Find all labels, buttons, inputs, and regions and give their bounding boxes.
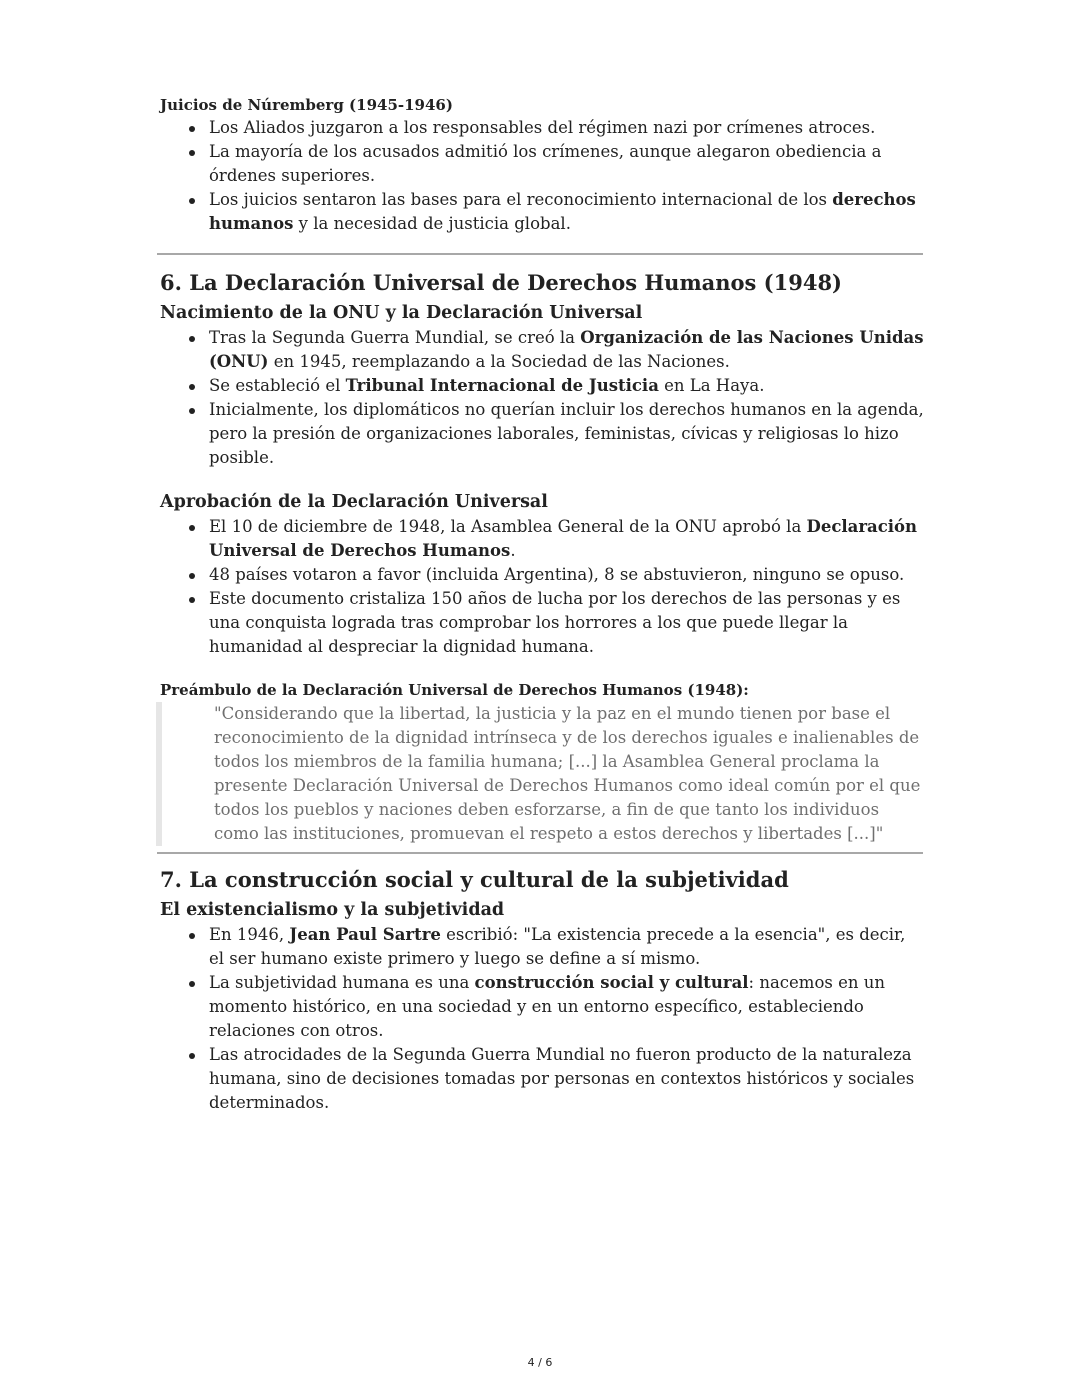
section-6-title: 6. La Declaración Universal de Derechos Humanos (1948) (160, 270, 842, 295)
list-item: Este documento cristaliza 150 años de lucha por los derechos de las personas y es una conquista lograda tras comprobar los horrores a los que puede llegar la humanidad al despreciar la dignidad humana. (209, 587, 924, 659)
section-divider (157, 852, 923, 854)
section-6-sub2-list (160, 515, 924, 659)
page-content (160, 94, 924, 1115)
section-6-sub1-list (160, 326, 924, 470)
preamble-quote-text: "Considerando que la libertad, la justicia y la paz en el mundo tienen por base el reconocimiento de la dignidad intrínseca y de los derechos iguales e inalienables de todos los miembros de la familia humana; [...] la Asamblea General proclama la presente Declaración Universal de Derechos Humanos como ideal común por el que todos los pueblos y naciones deben esforzarse, a fin de que tanto los individuos como las instituciones, promuevan el respeto a estos derechos y libertades [...]" (214, 704, 921, 843)
section-7-sub1-list (160, 923, 924, 1115)
section-6-sub2-heading: Aprobación de la Declaración Universal (160, 492, 548, 512)
list-item: El 10 de diciembre de 1948, la Asamblea General de la ONU aprobó la Declaración Universal de Derechos Humanos. (209, 515, 924, 563)
list-item: 48 países votaron a favor (incluida Argentina), 8 se abstuvieron, ninguno se opuso. (209, 563, 924, 587)
nuremberg-heading: Juicios de Núremberg (1945-1946) (160, 96, 453, 114)
list-item: Inicialmente, los diplomáticos no querían incluir los derechos humanos en la agenda, pero la presión de organizaciones laborales, feministas, cívicas y religiosas lo hizo posible. (209, 398, 924, 470)
section-7-title: 7. La construcción social y cultural de la subjetividad (160, 867, 789, 892)
preamble-blockquote (156, 702, 924, 846)
list-item: Se estableció el Tribunal Internacional de Justicia en La Haya. (209, 374, 924, 398)
list-item: La mayoría de los acusados admitió los crímenes, aunque alegaron obediencia a órdenes superiores. (209, 140, 924, 188)
section-6-sub1-heading: Nacimiento de la ONU y la Declaración Universal (160, 303, 643, 323)
section-7-sub1-heading: El existencialismo y la subjetividad (160, 900, 505, 920)
list-item: En 1946, Jean Paul Sartre escribió: "La existencia precede a la esencia", es decir, el ser humano existe primero y luego se define a sí mismo. (209, 923, 924, 971)
page-number: 4 / 6 (527, 1356, 553, 1369)
list-item: Los juicios sentaron las bases para el reconocimiento internacional de los derechos humanos y la necesidad de justicia global. (209, 188, 924, 236)
section-divider (157, 253, 923, 255)
list-item: Los Aliados juzgaron a los responsables del régimen nazi por crímenes atroces. (209, 116, 924, 140)
nuremberg-list (160, 116, 924, 236)
list-item: Las atrocidades de la Segunda Guerra Mundial no fueron producto de la naturaleza humana, sino de decisiones tomadas por personas en contextos históricos y sociales determinados. (209, 1043, 924, 1115)
preamble-heading: Preámbulo de la Declaración Universal de Derechos Humanos (1948): (160, 681, 749, 699)
list-item: La subjetividad humana es una construcción social y cultural: nacemos en un momento histórico, en una sociedad y en un entorno específico, estableciendo relaciones con otros. (209, 971, 924, 1043)
list-item: Tras la Segunda Guerra Mundial, se creó la Organización de las Naciones Unidas (ONU) en 1945, reemplazando a la Sociedad de las Naciones. (209, 326, 924, 374)
